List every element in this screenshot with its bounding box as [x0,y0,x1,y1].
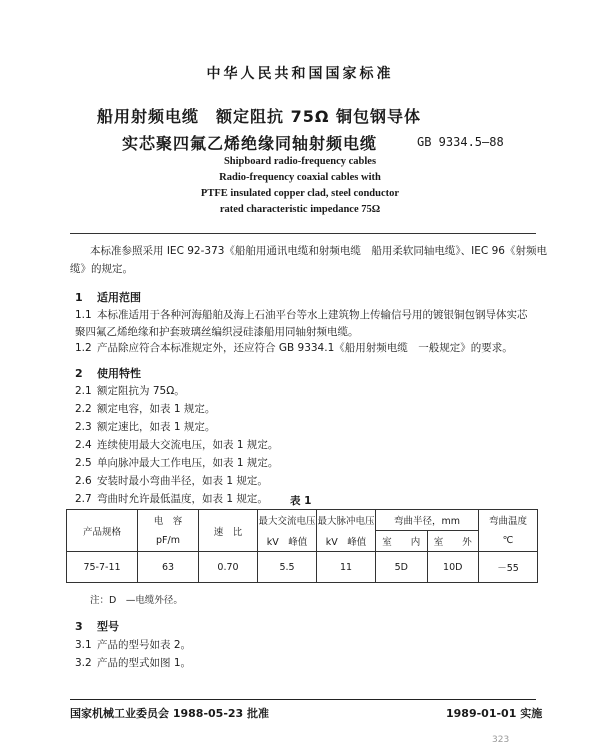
english-title-line-2: Radio-frequency coaxial cables with [219,172,381,183]
clause-text: 弯曲时允许最低温度，如表 1 规定。 [97,493,268,505]
clause-1-1-cont: 聚四氟乙烯绝缘和护套玻璃丝编织浸硅漆船用同轴射频电缆。 [75,326,359,338]
clause-text: 产品的型式如图 1。 [97,657,192,669]
cell-capacitance: 63 [138,552,199,583]
header-max-pulse: 最大脉冲电压 [317,510,376,531]
cell-velocity-ratio: 0.70 [199,552,258,583]
header-max-pulse-unit: kV 峰值 [317,531,376,552]
clause-2-3 [75,422,215,433]
cell-model: 75-7-11 [67,552,138,583]
english-title-line-3: PTFE insulated copper clad, steel conductor [200,188,400,199]
clause-number: 2.4 [75,439,92,451]
clause-text: 产品的型号如表 2。 [97,639,192,651]
cell-max-pulse: 11 [317,552,376,583]
national-standard-header: 中华人民共和国国家标准 [206,66,394,82]
clause-1-1 [75,310,528,321]
clause-3-2 [75,658,191,669]
section-1-heading [75,289,141,305]
header-capacitance-unit: pF/m [138,531,199,552]
cell-max-ac: 5.5 [258,552,317,583]
section-number: 2 [75,367,83,380]
clause-text: 安装时最小弯曲半径，如表 1 规定。 [97,475,268,487]
clause-number: 2.5 [75,457,92,469]
cell-bend-temp: －55 [479,552,538,583]
title-divider [70,233,536,234]
clause-1-2 [75,343,513,354]
english-title-line-4: rated characteristic impedance 75Ω [219,204,381,215]
section-number: 3 [75,620,83,633]
effective-date: 1989-01-01 实施 [446,707,543,720]
clause-number: 2.1 [75,385,92,397]
header-velocity-ratio: 速 比 [199,510,258,552]
clause-3-1 [75,640,191,651]
clause-text: 额定速比，如表 1 规定。 [97,421,216,433]
header-max-ac: 最大交流电压 [258,510,317,531]
english-title-line-1: Shipboard radio-frequency cables [223,156,377,167]
section-title: 适用范围 [97,291,141,304]
clause-text: 产品除应符合本标准规定外，还应符合 GB 9334.1《船用射频电缆 一般规定》的要求。 [97,342,513,354]
clause-text: 额定阻抗为 75Ω。 [97,385,185,397]
section-title: 型号 [97,620,119,633]
intro-line-1: 本标准参照采用 IEC 92-373《船舶用通讯电缆和射频电缆 船用柔软同轴电缆》、IEC 96《射频电 [90,245,547,257]
table-1-caption: 表 1 [290,495,312,507]
clause-number: 3.1 [75,639,92,651]
section-title: 使用特性 [97,367,141,380]
clause-number: 2.3 [75,421,92,433]
clause-text: 连续使用最大交流电压，如表 1 规定。 [97,439,279,451]
section-3-heading [75,618,119,634]
section-2-heading [75,365,141,381]
table-note: 注：D —电缆外径。 [90,595,183,606]
clause-text: 单向脉冲最大工作电压，如表 1 规定。 [97,457,279,469]
title-line-2: 实芯聚四氟乙烯绝缘同轴射频电缆 [122,134,378,153]
table-1 [66,509,538,583]
title-line-1: 船用射频电缆 额定阻抗 75Ω 铜包钢导体 [97,107,422,126]
clause-number: 2.6 [75,475,92,487]
header-indoor: 室 内 [376,531,428,552]
clause-2-6 [75,476,268,487]
clause-text: 本标准适用于各种河海船舶及海上石油平台等水上建筑物上传输信号用的镀银铜包钢导体实芯 [97,309,528,321]
header-model: 产品规格 [67,510,138,552]
header-bend-temp: 弯曲温度 [479,510,538,531]
table-row [67,552,538,583]
clause-text: 额定电容，如表 1 规定。 [97,403,216,415]
approval-info: 国家机械工业委员会 1988-05-23 批准 [70,707,270,720]
header-capacitance: 电 容 [138,510,199,531]
header-outdoor: 室 外 [427,531,479,552]
clause-number: 2.7 [75,493,92,505]
clause-2-5 [75,458,278,469]
standard-number: GB 9334.5—88 [417,135,504,149]
section-number: 1 [75,291,83,304]
clause-2-2 [75,404,215,415]
page-number: 323 [492,735,510,745]
cell-indoor: 5D [376,552,428,583]
clause-number: 3.2 [75,657,92,669]
clause-number: 1.2 [75,342,92,354]
cell-outdoor: 10D [427,552,479,583]
header-bend-radius: 弯曲半径，mm [376,510,479,531]
header-max-ac-unit: kV 峰值 [258,531,317,552]
clause-number: 2.2 [75,403,92,415]
clause-number: 1.1 [75,309,92,321]
footer-divider [70,699,536,700]
clause-2-4 [75,440,278,451]
intro-line-2: 缆》的规定。 [70,263,133,275]
clause-2-7 [75,494,268,505]
header-bend-temp-unit: ℃ [479,531,538,552]
clause-2-1 [75,386,185,397]
